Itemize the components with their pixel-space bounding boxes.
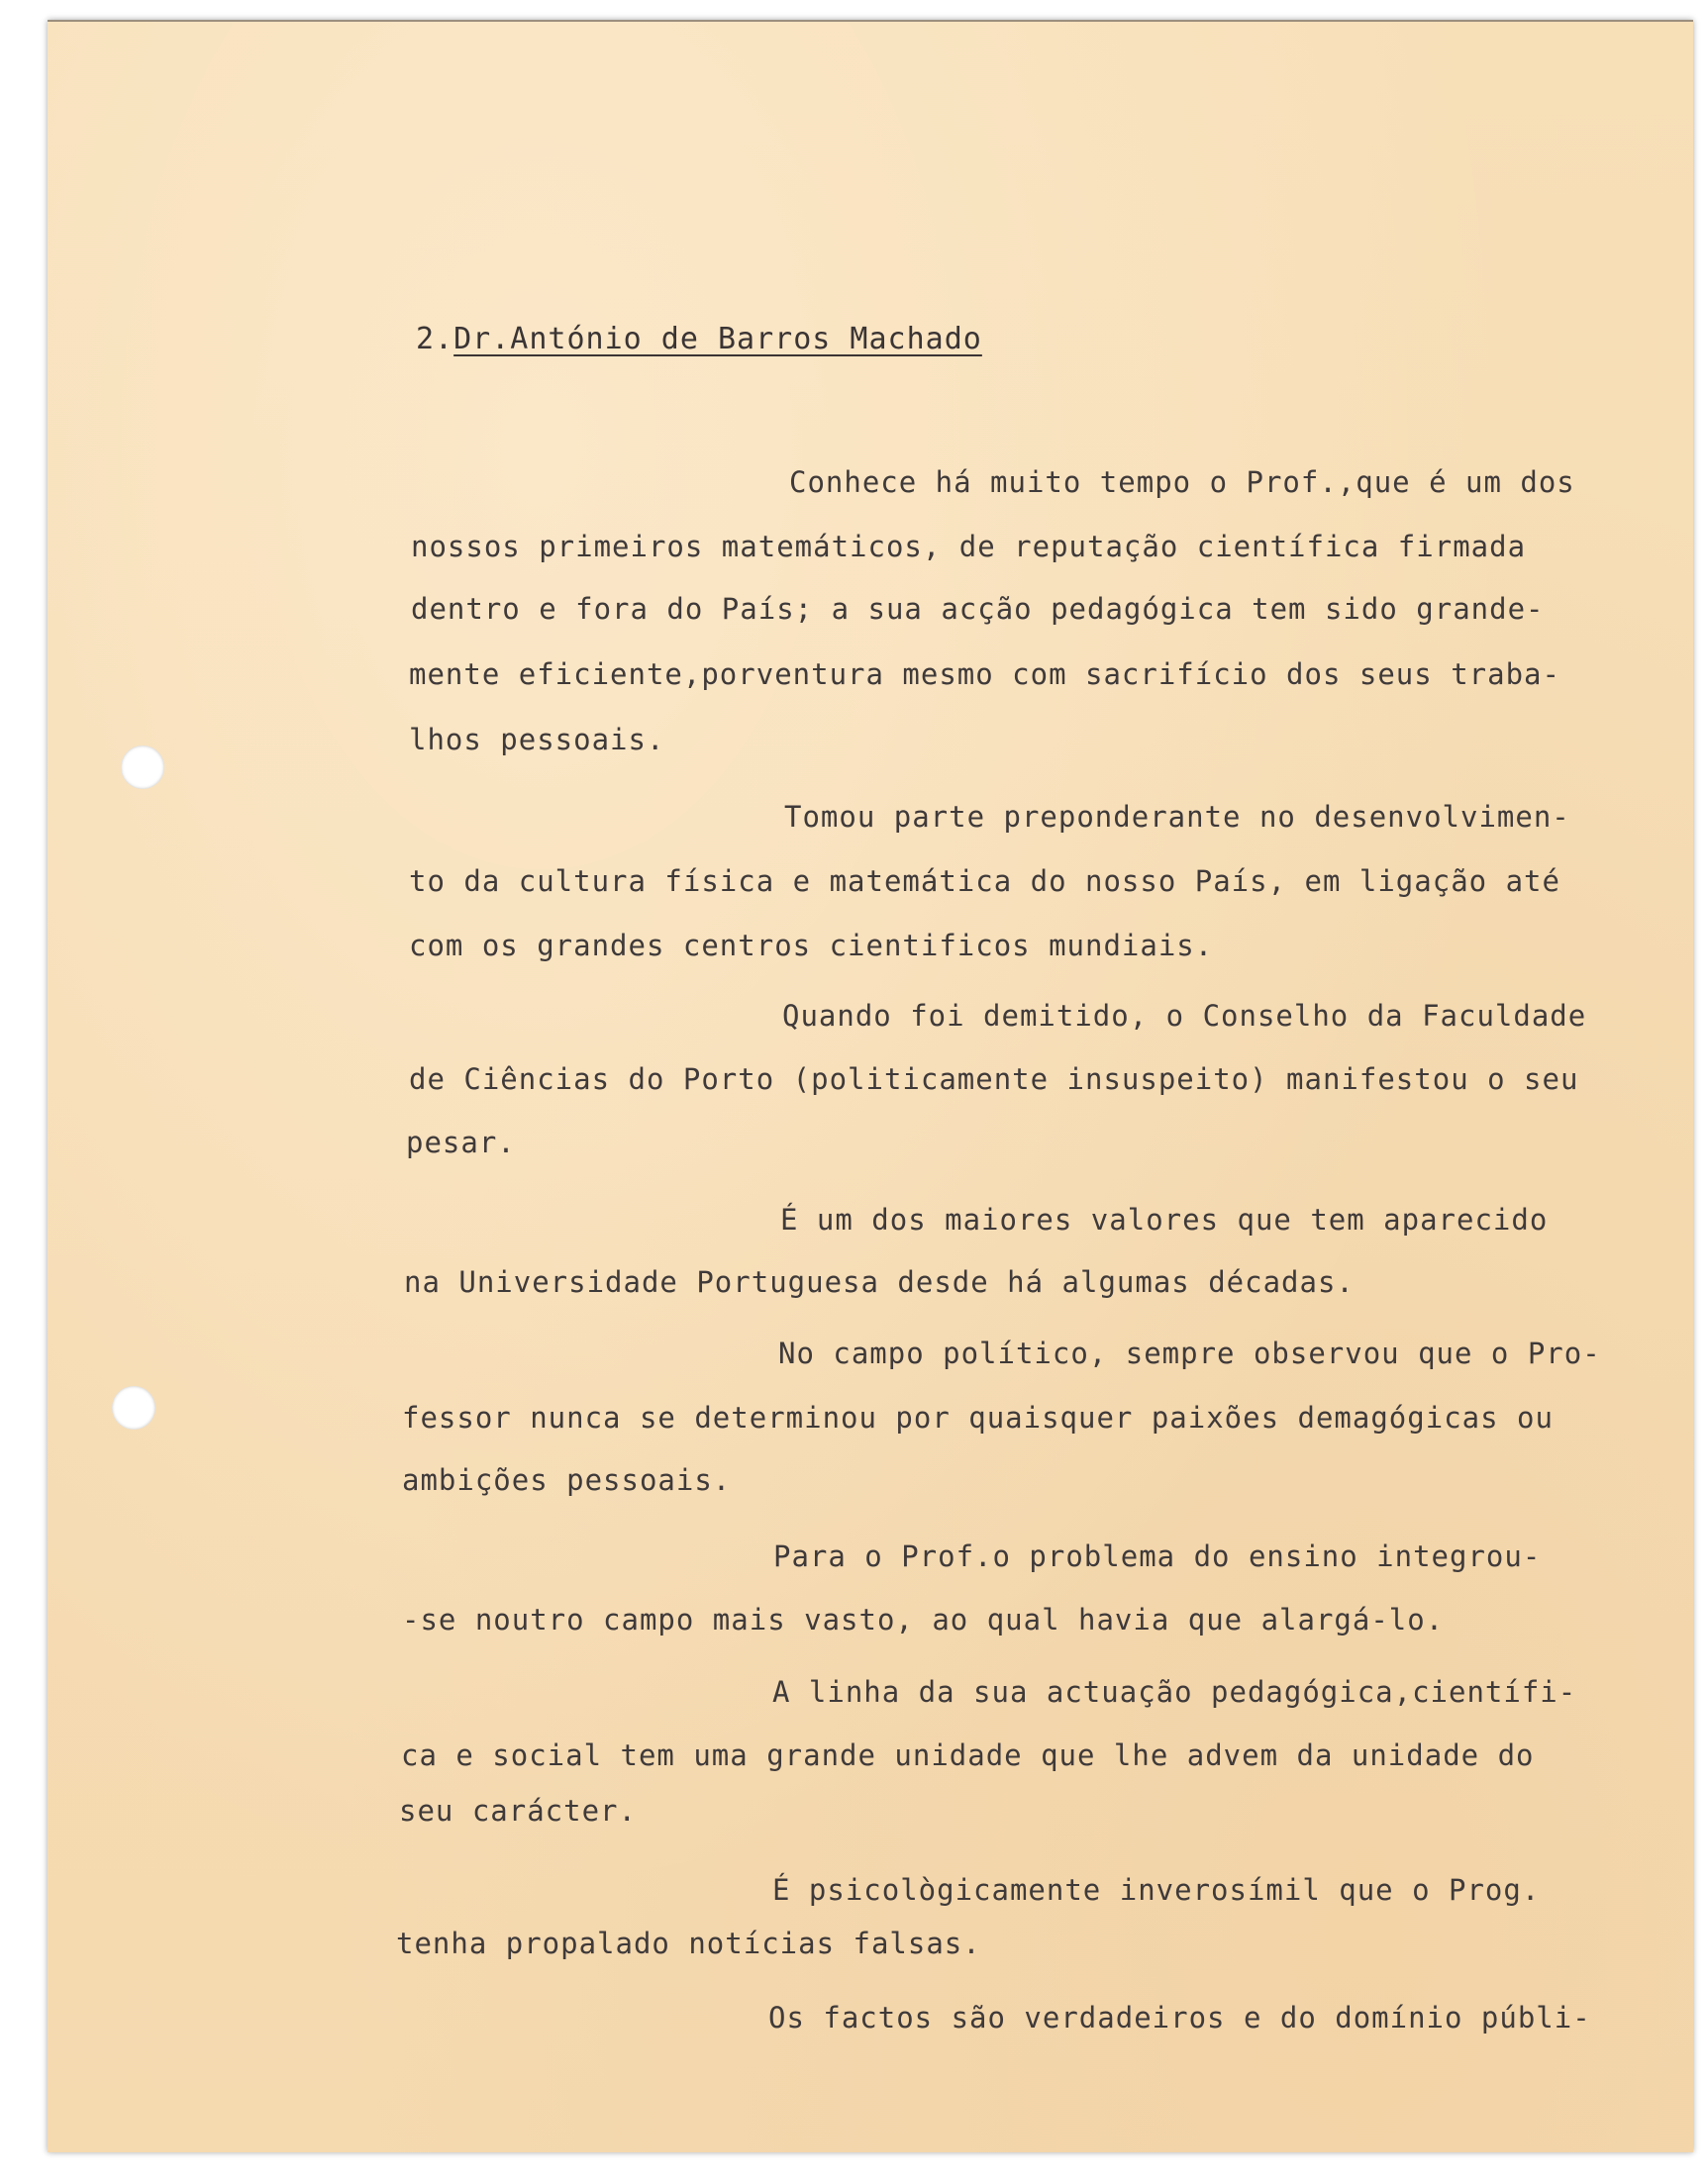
text-line: É um dos maiores valores que tem aparecido <box>780 1203 1549 1237</box>
text-line: mente eficiente,porventura mesmo com sacrifício dos seus traba- <box>409 657 1560 691</box>
text-line: fessor nunca se determinou por quaisquer paixões demagógicas ou <box>402 1401 1554 1435</box>
text-line: ambições pessoais. <box>402 1463 732 1497</box>
text-line: Conhece há muito tempo o Prof.,que é um dos <box>789 465 1575 499</box>
text-line: nossos primeiros matemáticos, de reputação científica firmada <box>411 530 1527 563</box>
text-line: Os factos são verdadeiros e do domínio públi- <box>768 2001 1591 2034</box>
text-line: to da cultura física e matemática do nosso País, em ligação até <box>409 864 1560 898</box>
punch-hole-bottom <box>112 1386 155 1430</box>
text-line: A linha da sua actuação pedagógica,científi- <box>772 1675 1577 1709</box>
text-line: -se noutro campo mais vasto, ao qual havia que alargá-lo. <box>402 1603 1445 1637</box>
punch-hole-top <box>121 745 164 789</box>
text-line: lhos pessoais. <box>409 723 665 756</box>
text-line: Tomou parte preponderante no desenvolvimen- <box>784 800 1570 834</box>
text-line: de Ciências do Porto (politicamente insuspeito) manifestou o seu <box>409 1062 1579 1096</box>
text-line: No campo político, sempre observou que o Pro- <box>778 1337 1601 1370</box>
heading-name: Dr.António de Barros Machado <box>453 322 982 356</box>
text-line: Quando foi demitido, o Conselho da Faculdade <box>782 999 1587 1033</box>
text-line: pesar. <box>406 1126 516 1159</box>
text-line: seu carácter. <box>399 1794 637 1828</box>
heading-number: 2. <box>416 322 454 356</box>
text-line: É psicològicamente inverosímil que o Prog. <box>772 1873 1541 1907</box>
text-line: com os grandes centros cientificos mundiais. <box>409 929 1214 962</box>
text-line: ca e social tem uma grande unidade que lhe advem da unidade do <box>401 1738 1535 1772</box>
section-heading <box>416 322 982 356</box>
text-line: tenha propalado notícias falsas. <box>396 1927 981 1960</box>
text-line: na Universidade Portuguesa desde há algumas décadas. <box>404 1265 1355 1299</box>
text-line: dentro e fora do País; a sua acção pedagógica tem sido grande- <box>411 592 1545 626</box>
text-line: Para o Prof.o problema do ensino integrou- <box>773 1539 1542 1573</box>
